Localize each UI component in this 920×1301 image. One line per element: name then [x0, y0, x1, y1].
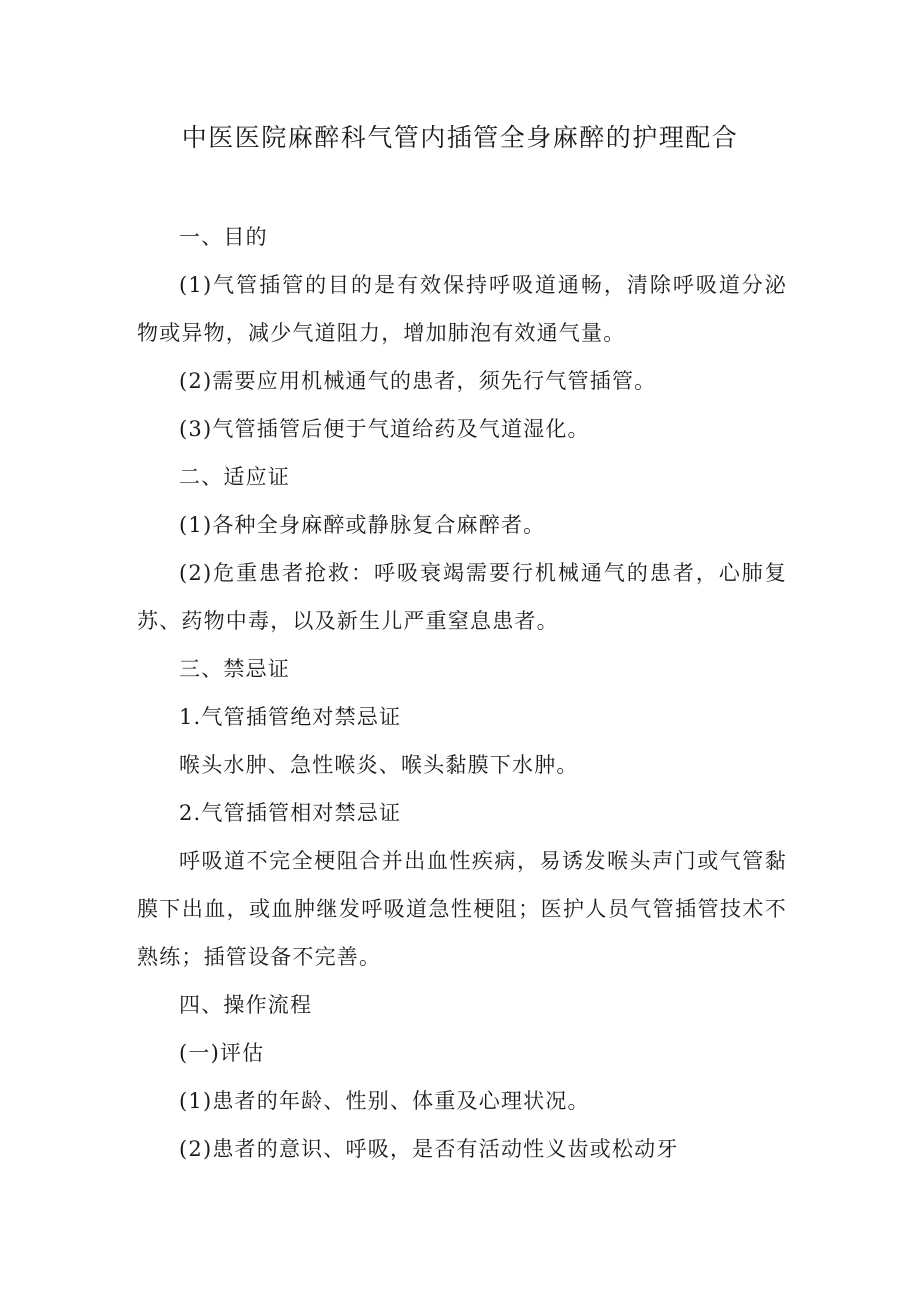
paragraph: (3)气管插管后便于气道给药及气道湿化。	[179, 417, 590, 441]
paragraph: 喉头水肿、急性喉炎、喉头黏膜下水肿。	[179, 753, 579, 777]
subheading: (一)评估	[179, 1041, 265, 1065]
paragraph: 呼吸道不完全梗阻合并出血性疾病，易诱发喉头声门或气管黏膜下出血，或血肿继发呼吸道急性梗阻；医护人员气管插管技术不熟练；插管设备不完善。	[137, 849, 787, 969]
paragraph: (2)患者的意识、呼吸，是否有活动性义齿或松动牙	[179, 1137, 679, 1161]
paragraph: (2)危重患者抢救：呼吸衰竭需要行机械通气的患者，心肺复苏、药物中毒，以及新生儿严重窒息患者。	[137, 561, 787, 633]
section-heading-purpose: 一、目的	[179, 225, 268, 249]
paragraph: (2)需要应用机械通气的患者，须先行气管插管。	[179, 369, 657, 393]
paragraph: (1)各种全身麻醉或静脉复合麻醉者。	[179, 513, 546, 537]
section-heading-procedure: 四、操作流程	[179, 993, 313, 1017]
section-heading-indications: 二、适应证	[179, 465, 290, 489]
paragraph: (1)患者的年龄、性别、体重及心理状况。	[179, 1089, 590, 1113]
paragraph: (1)气管插管的目的是有效保持呼吸道通畅，清除呼吸道分泌物或异物，减少气道阻力，增加肺泡有效通气量。	[137, 273, 787, 345]
document-body	[137, 213, 787, 1173]
section-heading-contraindications: 三、禁忌证	[179, 657, 290, 681]
document-title: 中医医院麻醉科气管内插管全身麻醉的护理配合	[181, 123, 739, 152]
subheading: 2.气管插管相对禁忌证	[179, 801, 402, 825]
subheading: 1.气管插管绝对禁忌证	[179, 705, 402, 729]
